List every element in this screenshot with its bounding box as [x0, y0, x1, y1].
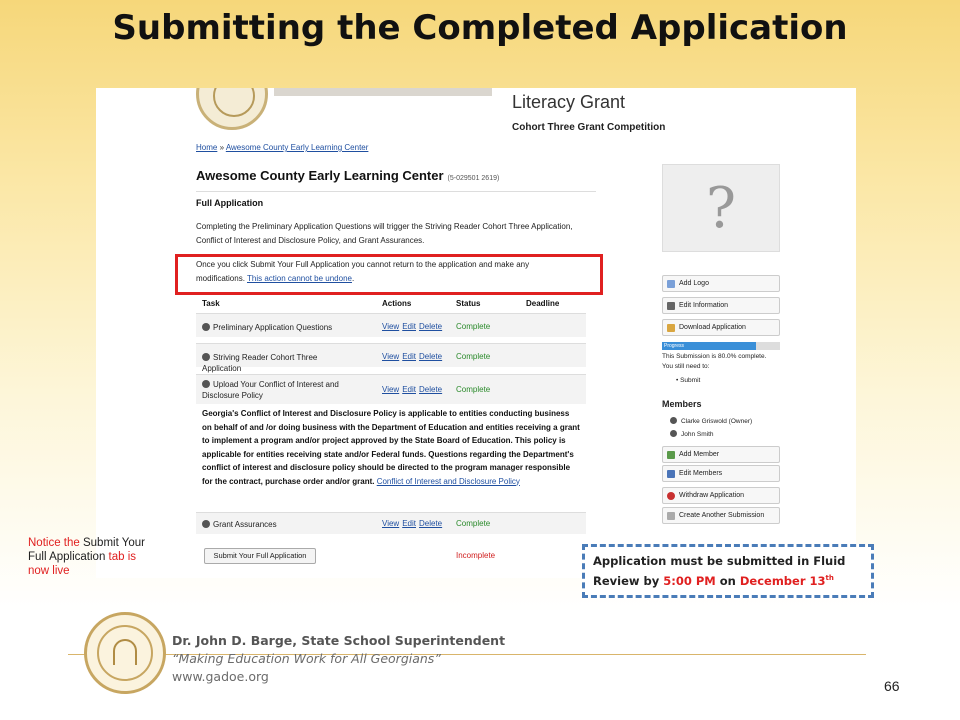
warning-end: . — [351, 274, 355, 283]
view-link[interactable]: View — [382, 352, 400, 361]
document-icon — [667, 512, 675, 520]
edit-information-label: Edit Information — [679, 302, 729, 309]
view-link[interactable]: View — [382, 385, 400, 394]
add-member-label: Add Member — [679, 451, 720, 458]
footer-url[interactable]: www.gadoe.org — [172, 669, 269, 684]
app-title: Literacy Grant — [512, 92, 626, 112]
seal-icon — [196, 88, 268, 130]
member-name: Clarke Griswold (Owner) — [681, 418, 753, 425]
callout-date: December 13 — [739, 573, 826, 588]
organization-name: Awesome County Early Learning Center — [196, 168, 444, 183]
actions-cell — [382, 322, 445, 331]
edit-link[interactable]: Edit — [402, 352, 416, 361]
submit-status: Incomplete — [456, 551, 496, 560]
actions-cell — [382, 385, 445, 394]
note-part2: Submit Your Full Application — [28, 537, 145, 563]
header-actions: Actions — [382, 299, 412, 308]
progress-fill: Progress — [662, 342, 756, 350]
table-header — [196, 298, 586, 310]
breadcrumb — [196, 143, 368, 152]
image-icon — [667, 280, 675, 288]
edit-members-button[interactable] — [662, 465, 780, 482]
download-application-button[interactable] — [662, 319, 780, 336]
page-number: 66 — [884, 678, 900, 694]
withdraw-label: Withdraw Application — [679, 492, 744, 499]
edit-link[interactable]: Edit — [402, 519, 416, 528]
person-icon — [670, 417, 677, 424]
table-row — [196, 343, 586, 373]
person-icon — [202, 520, 210, 528]
submit-full-application-button[interactable]: Submit Your Full Application — [204, 548, 316, 564]
divider — [196, 191, 596, 192]
download-application-label: Download Application — [679, 324, 746, 331]
notice-note — [28, 536, 158, 578]
users-icon — [667, 470, 675, 478]
callout-time: 5:00 PM — [663, 573, 716, 588]
footer — [172, 632, 505, 686]
person-icon — [670, 430, 677, 437]
breadcrumb-current-link[interactable]: Awesome County Early Learning Center — [225, 143, 369, 152]
task-cell — [202, 379, 342, 401]
text-icon — [667, 302, 675, 310]
person-icon — [202, 323, 210, 331]
header-deadline: Deadline — [526, 299, 560, 308]
create-submission-button[interactable] — [662, 507, 780, 524]
edit-link[interactable]: Edit — [402, 322, 416, 331]
view-link[interactable]: View — [382, 322, 400, 331]
still-need-label: You still need to: — [662, 363, 710, 370]
task-cell — [202, 519, 352, 530]
intro-paragraph: Completing the Preliminary Application Questions will trigger the Striving Reader Cohort Three Application, Conflict of Interest and Disclosure Policy, and Grant Assurances. — [196, 222, 573, 245]
add-logo-label: Add Logo — [679, 280, 709, 287]
todo-item: • Submit — [676, 377, 701, 384]
create-submission-label: Create Another Submission — [679, 512, 765, 519]
task-label: Grant Assurances — [213, 520, 277, 529]
seal-dome — [113, 639, 137, 665]
breadcrumb-home-link[interactable]: Home — [196, 143, 218, 152]
task-label: Upload Your Conflict of Interest and Disclosure Policy — [202, 380, 339, 400]
table-row — [196, 313, 586, 337]
edit-information-button[interactable] — [662, 297, 780, 314]
header-status: Status — [456, 299, 481, 308]
status-cell: Complete — [456, 385, 491, 394]
table-row — [196, 374, 586, 404]
edit-members-label: Edit Members — [679, 470, 723, 477]
member-item — [670, 417, 752, 425]
footer-motto: “Making Education Work for All Georgians” — [172, 651, 441, 666]
status-cell: Complete — [456, 322, 491, 331]
policy-text — [196, 407, 586, 488]
task-cell — [202, 322, 352, 333]
view-link[interactable]: View — [382, 519, 400, 528]
department-banner — [274, 88, 492, 96]
table-row — [196, 512, 586, 534]
header-task: Task — [202, 299, 220, 308]
callout-sup: th — [825, 574, 834, 582]
app-header — [96, 88, 856, 148]
progress-bar — [662, 342, 780, 350]
progress-text — [662, 352, 784, 386]
deadline-callout — [582, 544, 874, 598]
withdraw-icon — [667, 492, 675, 500]
todo-label: Submit — [680, 377, 701, 384]
progress-summary: This Submission is 80.0% complete. — [662, 353, 767, 360]
member-name: John Smith — [681, 431, 714, 438]
logo-placeholder: ? — [662, 164, 780, 252]
task-label: Preliminary Application Questions — [213, 323, 333, 332]
member-item — [670, 430, 714, 438]
section-title: Full Application — [196, 198, 264, 208]
download-icon — [667, 324, 675, 332]
sidebar — [662, 164, 782, 519]
task-label: Striving Reader Cohort Three Application — [202, 353, 318, 373]
note-part1: Notice the — [28, 537, 83, 549]
task-cell — [202, 352, 352, 374]
delete-link[interactable]: Delete — [419, 519, 443, 528]
edit-link[interactable]: Edit — [402, 385, 416, 394]
warning-link[interactable]: This action cannot be undone — [247, 274, 352, 283]
callout-text2: on — [715, 573, 740, 588]
withdraw-application-button[interactable] — [662, 487, 780, 504]
footer-name: Dr. John D. Barge, State School Superintendent — [172, 633, 506, 648]
add-member-button[interactable] — [662, 446, 780, 463]
actions-cell — [382, 519, 445, 528]
add-user-icon — [667, 451, 675, 459]
callout-text1: Application must be submitted in Fluid Review by — [593, 554, 846, 588]
person-icon — [202, 353, 210, 361]
person-icon — [202, 380, 210, 388]
app-screenshot — [96, 88, 856, 578]
organization-title — [196, 168, 499, 183]
organization-id: (5-029501 2619) — [447, 175, 500, 182]
policy-link[interactable]: Conflict of Interest and Disclosure Policy — [376, 476, 520, 486]
highlight-box — [175, 254, 603, 295]
warning-text: Once you click Submit Your Full Application you cannot return to the application and make any modifications. — [196, 260, 530, 283]
department-seal-icon — [84, 612, 166, 694]
delete-link[interactable]: Delete — [419, 385, 443, 394]
members-title: Members — [662, 399, 702, 409]
status-cell: Complete — [456, 352, 491, 361]
slide-title: Submitting the Completed Application — [112, 8, 848, 48]
app-subtitle: Cohort Three Grant Competition — [512, 122, 666, 133]
delete-link[interactable]: Delete — [419, 352, 443, 361]
actions-cell — [382, 352, 445, 361]
add-logo-button[interactable] — [662, 275, 780, 292]
status-cell: Complete — [456, 519, 491, 528]
note-part3: tab is now live — [28, 551, 137, 577]
policy-body: Georgia's Conflict of Interest and Disclosure Policy is applicable to entities conducting business on behalf of and /or doing business with the Department of Education and entities receiving a grant to implement a program and/or project approved by the State Board of Education. This policy is applicable for entities receiving state and/or Federal funds. Questions regarding the Department's conflict of interest and disclosure policy should be directed to the program manager responsible for the contract, purchase order and/or grant. — [202, 409, 580, 486]
breadcrumb-separator: » — [219, 143, 225, 152]
delete-link[interactable]: Delete — [419, 322, 443, 331]
